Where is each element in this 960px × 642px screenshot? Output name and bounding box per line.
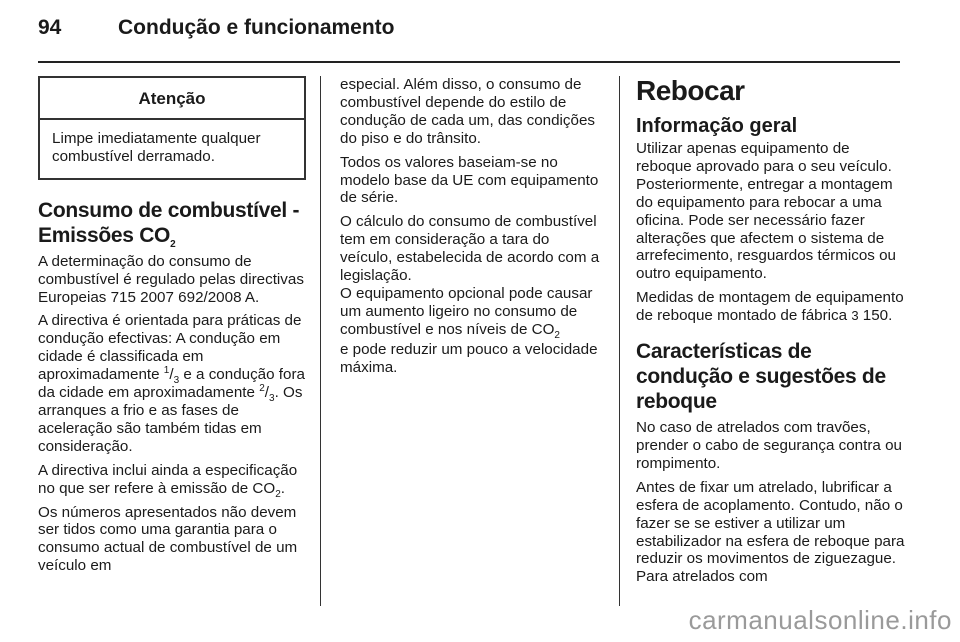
consumption-paragraph-4: Os números apresentados não devem ser tidos como uma garantia para o consumo actual de combustível de um veículo em [38, 503, 298, 575]
driving-tips-subheading: Características de condução e sugestões de reboque [636, 340, 886, 414]
consumption-paragraph-8: e pode reduzir um pouco a velocidade máxima. [340, 340, 598, 376]
towing-paragraph-1: Utilizar apenas equipamento de reboque aprovado para o seu veículo. Posteriormente, entregar a montagem do equipamento para rebocar a uma oficina. Pode ser necessário fazer alterações que afectem o sistema de arrefecimento, resguardos térmicos ou outro equipamento. [636, 140, 896, 283]
consumption-paragraph-6: Todos os valores baseiam-se no modelo base da UE com equipamento de série. [340, 153, 599, 207]
consumption-paragraph-7: O cálculo do consumo de combustível tem em consideração a tara do veículo, estabelecida de acordo com a legislação. O equipamento opcional pode causar um aumento ligeiro no consumo de combustível e nos níveis de $CO_2$ [340, 213, 600, 341]
towing-paragraph-4: Antes de fixar um atrelado, lubrificar a esfera de acoplamento. Contudo, não o fazer se se estiver a utilizar um estabilizador na esfera de reboque para reduzir os movimentos de ziguezague. Para atrelados com [636, 478, 905, 586]
consumption-paragraph-3: A directiva inclui ainda a especificação no que ser refere à emissão de $CO_2$. [38, 461, 298, 500]
page-number: 94 [38, 16, 62, 39]
attention-body: Limpe imediatamente qualquer combustível derramado. [52, 129, 261, 165]
consumption-paragraph-2: A directiva é orientada para práticas de condução efectivas: A condução em cidade é classificada em aproximadamente $^1/_3$ e a condução fora da cidade em aproximadamente $^2/_3$. Os arranques a frio e as fases de aceleração são também tidas em consideração. [38, 312, 305, 455]
consumption-heading: Consumo de combustível - Emissões $CO_2$ [38, 198, 300, 250]
attention-box [38, 76, 306, 180]
column-divider-2 [619, 76, 620, 606]
column-3 [636, 76, 906, 592]
column-1 [38, 76, 306, 581]
towing-heading: Rebocar [636, 75, 745, 106]
consumption-paragraph-1: A determinação do consumo de combustível é regulado pelas directivas Europeias 715 2007 692/2008 A. [38, 252, 304, 306]
chapter-title: Condução e funcionamento [118, 16, 395, 39]
towing-paragraph-3: No caso de atrelados com travões, prender o cabo de segurança contra ou rompimento. [636, 419, 902, 472]
header-rule [38, 61, 900, 63]
page-reference-icon: 3 [851, 308, 859, 324]
watermark: carmanualsonline.info [688, 605, 952, 635]
column-divider-1 [320, 76, 321, 606]
towing-paragraph-2: Medidas de montagem de equipamento de reboque montado de fábrica 3 150. [636, 289, 904, 325]
consumption-paragraph-5: especial. Além disso, o consumo de combustível depende do estilo de condução de cada um, das condições do piso e do trânsito. [340, 76, 595, 147]
column-2 [340, 76, 605, 383]
attention-title: Atenção [40, 78, 304, 120]
general-info-subheading: Informação geral [636, 115, 798, 137]
